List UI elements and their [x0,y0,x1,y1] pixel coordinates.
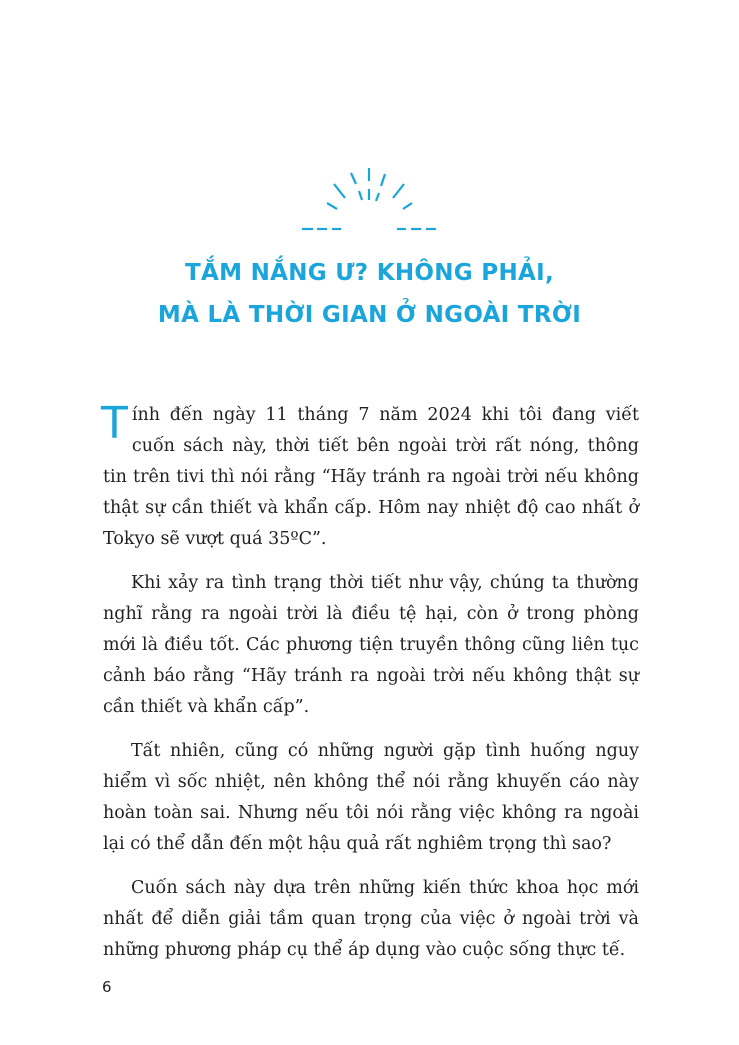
chapter-title-line-1: TẮM NẮNG Ư? KHÔNG PHẢI, [185,260,554,286]
paragraph-2: Khi xảy ra tình trạng thời tiết như vậy, chúng ta thường nghĩ rằng ra ngoài trời là điều tệ hại, còn ở trong phòng mới là điều tốt. Các phương tiện truyền thông cũng liên tục cảnh báo rằng “Hãy tránh ra ngoài trời nếu không thật sự cần thiết và khẩn cấp”. [103,573,639,717]
page-number: 6 [102,978,112,996]
chapter-title [0,252,739,336]
paragraph-3: Tất nhiên, cũng có những người gặp tình huống nguy hiểm vì sốc nhiệt, nên không thể nói rằng khuyến cáo này hoàn toàn sai. Nhưng nếu tôi nói rằng việc không ra ngoài lại có thể dẫn đến một hậu quả rất nghiêm trọng thì sao? [103,741,639,854]
paragraph-1 [103,400,639,555]
paragraph-4: Cuốn sách này dựa trên những kiến thức khoa học mới nhất để diễn giải tầm quan trọng của việc ở ngoài trời và những phương pháp cụ thể áp dụng vào cuộc sống thực tế. [103,878,639,960]
body-text [103,400,639,979]
drop-cap: T [101,398,128,449]
chapter-title-line-2: MÀ LÀ THỜI GIAN Ở NGOÀI TRỜI [157,302,582,328]
paragraph-1-text: ính đến ngày 11 tháng 7 năm 2024 khi tôi đang viết cuốn sách này, thời tiết bên ngoài trời rất nóng, thông tin trên tivi thì nói rằng “Hãy tránh ra ngoài trời nếu không thật sự cần thiết và khẩn cấp. Hôm nay nhiệt độ cao nhất ở Tokyo sẽ vượt quá 35ºC”. [103,405,639,549]
sun-rays-icon [0,0,739,240]
